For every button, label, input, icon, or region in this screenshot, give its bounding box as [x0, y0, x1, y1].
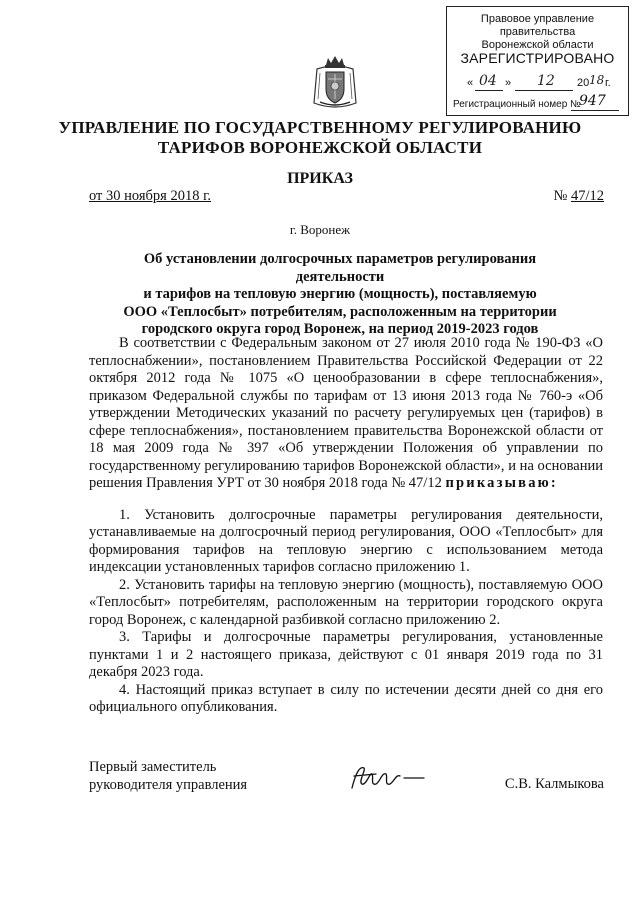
order-word: приказываю: — [445, 475, 558, 491]
item-2: 2. Установить тарифы на тепловую энергию (мощность), поставляемую ООО «Теплосбыт» потребителям, расположенным на территории городского округа город Воронеж, с календарной разбивкой согласно приложению 2. — [89, 576, 603, 628]
item-4: 4. Настоящий приказ вступает в силу по истечении десяти дней со дня его официального опубликования. — [89, 681, 603, 715]
stamp-registered: ЗАРЕГИСТРИРОВАНО — [460, 50, 615, 66]
agency-header-line1: УПРАВЛЕНИЕ ПО ГОСУДАРСТВЕННОМУ РЕГУЛИРОВАНИЮ — [58, 118, 582, 137]
title-line2: и тарифов на тепловую энергию (мощность), поставляемую — [143, 286, 537, 302]
order-date: от 30 ноября 2018 г. — [89, 188, 212, 204]
coat-of-arms-emblem — [312, 55, 358, 111]
title-line4: городского округа город Воронеж, на период 2019-2023 годов — [141, 321, 539, 337]
stamp-org-line1: Правовое управление правительства — [480, 13, 595, 38]
city: г. Воронеж — [289, 222, 351, 237]
agency-header-line2: ТАРИФОВ ВОРОНЕЖСКОЙ ОБЛАСТИ — [157, 138, 483, 157]
item-3: 3. Тарифы и долгосрочные параметры регулирования, установленные пунктами 1 и 2 настоящего приказа, действуют с 01 января 2019 года по 31 декабря 2023 года. — [89, 629, 603, 680]
document-title — [100, 251, 580, 339]
title-line1: Об установлении долгосрочных параметров регулирования деятельности — [143, 251, 537, 285]
document-body — [89, 335, 603, 717]
stamp-month: 12 — [537, 73, 555, 89]
signatory-position — [89, 758, 247, 794]
order-number-prefix: № — [553, 188, 568, 204]
order-number — [554, 188, 605, 205]
stamp-reg-value: 947 — [579, 93, 606, 109]
stamp-date: « 04 » 12 20 18 г. — [467, 73, 611, 89]
signatory-name: С.В. Калмыкова — [504, 776, 604, 792]
stamp-organization — [447, 13, 628, 52]
stamp-year-suffix: г. — [605, 77, 611, 89]
registration-stamp — [446, 6, 629, 116]
stamp-day: 04 — [479, 73, 497, 89]
item-1: 1. Установить долгосрочные параметры регулирования деятельности, устанавливаемые на долгосрочный период регулирования, ООО «Теплосбыт» для формирования тарифов на тепловую энергию с использованием метода индексации установленных тарифов согласно приложению 1. — [89, 506, 603, 575]
signatory-position-line2: руководителя управления — [89, 777, 248, 793]
title-line3: ООО «Теплосбыт» потребителям, расположенным на территории — [123, 303, 557, 320]
stamp-year: 18 — [589, 73, 605, 87]
preamble-text: В соответствии с Федеральным законом от 27 июля 2010 года № 190-ФЗ «О теплоснабжении», постановлением Правительства Российской Федерации от 22 октября 2012 года № 1075 «О ценообразовании в сфере теплоснабжения», приказом Федеральной службы по тарифам от 13 июня 2013 года № 760-э «Об утверждении Методических указаний по расчету регулируемых цен (тарифов) в сфере теплоснабжения», постановлением правительства Воронежской области от 18 мая 2009 года № 397 «Об утверждении Положения об управлении по государственному регулированию тарифов Воронежской области», и на основании решения Правления УРТ от 30 ноября 2018 года № 47/12 — [89, 335, 603, 491]
order-number-value: 47/12 — [570, 188, 604, 204]
signatory-position-line1: Первый заместитель — [89, 759, 217, 775]
preamble-paragraph — [89, 335, 603, 493]
stamp-reg-label: Регистрационный номер № — [453, 99, 581, 110]
stamp-year-prefix: 20 — [577, 77, 590, 89]
handwritten-signature — [346, 762, 430, 796]
document-type: ПРИКАЗ — [287, 170, 353, 187]
stamp-reg-number — [453, 93, 628, 110]
stamp-org-line2: Воронежской области — [481, 39, 594, 51]
agency-header — [0, 118, 640, 158]
